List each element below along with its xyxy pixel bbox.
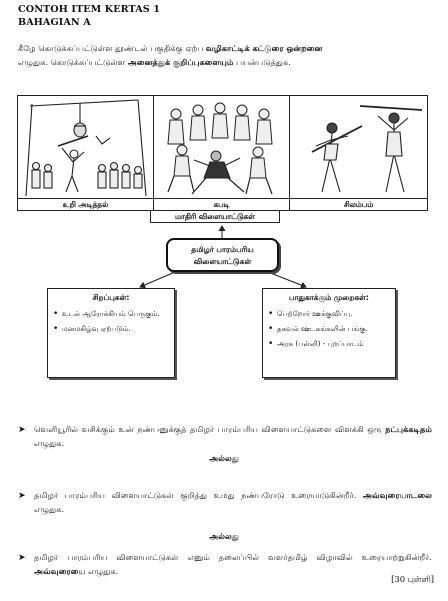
benefit-item: • மனமகிழ்வு ஏற்படும். <box>52 323 170 335</box>
instruction-line2-tail: பயன்படுத்துக. <box>233 57 291 67</box>
arrow-bullet-icon: ➤ <box>18 553 26 563</box>
caption-silambam: சிலம்பம் <box>343 200 374 209</box>
arrow-bullet-icon: ➤ <box>18 491 26 501</box>
task-option-1 <box>18 422 432 450</box>
task-1-text: வெளியூரில் வசிக்கும் உன் நண்பனுக்குத் தமிழர் பாரம்பரிய விளையாட்டுகளை விளக்கி ஒரு <box>34 424 386 434</box>
arrow-bullet-icon: ➤ <box>18 425 26 435</box>
task-option-3 <box>18 550 432 578</box>
task-2-text: தமிழர் பாரம்பரிய விளையாட்டுகள் குறித்து உமது நண்பரோடு உரையாடுகின்றீர். <box>34 490 363 500</box>
preservation-title: பாதுகாக்கும் முறைகள்: <box>289 293 369 302</box>
instruction-line1-text: கீழே கொடுக்கப்பட்டுள்ள தூண்டல் பகுதிக்கு ஏற்ப <box>18 43 206 53</box>
preservation-item: • அரசு (பள்ளி) - புறப்பாடம் <box>267 338 391 350</box>
sample-games-caption: மாதிரி விளையாட்டுகள் <box>150 211 280 223</box>
central-topic-line2: விளையாட்டுகள் <box>193 257 252 266</box>
or-separator-1: அல்லது <box>209 453 239 463</box>
paper-header-line2: BAHAGIAN A <box>18 17 91 28</box>
central-topic-line1: தமிழர் பாரம்பரிய <box>191 245 254 254</box>
or-separator-2: அல்லது <box>209 531 239 541</box>
preservation-item: • தகவல் ஊடகங்களின் பங்கு. <box>267 323 391 335</box>
central-topic-box <box>166 238 279 272</box>
preservation-item: • பெற்றோர் ஊக்குவிப்பு. <box>267 308 391 320</box>
task-3-text: தமிழர் பாரம்பரிய விளையாட்டுகள் எனும் தலைப்பில் வளர்தமிழ் விழாவில் உரையாற்றுகின்றீர். <box>34 552 432 562</box>
preservation-box <box>262 288 396 378</box>
task-2-bold: அவ்வுரையாடலை <box>362 490 432 500</box>
benefit-item: • உடல் ஆரோக்கியம் பெருகும். <box>52 308 170 320</box>
benefits-title: சிறப்புகள்: <box>92 293 130 302</box>
caption-uri-adithal: உறி அடித்தல் <box>18 199 154 211</box>
paper-header-line1: CONTOH ITEM KERTAS 1 <box>18 4 161 15</box>
total-marks: [30 புள்ளி] <box>391 574 434 584</box>
task-1-tail: எழுதுக. <box>34 438 65 448</box>
instruction-line2-text: எழுதுக. கொடுக்கப்பட்டுள்ள <box>18 57 128 67</box>
task-3-tail: எழுதுக. <box>85 566 119 576</box>
caption-kabadi: கபடி <box>154 199 290 211</box>
task-2-tail: எழுதுக. <box>34 504 65 514</box>
benefits-box <box>47 288 175 378</box>
task-3-bold: அவ்வுரையை <box>34 566 86 576</box>
instruction-line1-bold: வழிகாட்டிக் கட்டுரை ஒன்றனை <box>206 43 323 53</box>
instruction-line2-bold: அனைத்துக் குறிப்புகளையும் <box>127 57 234 67</box>
task-option-2 <box>18 488 432 516</box>
task-1-bold: நட்புக்கடிதம் <box>385 424 432 434</box>
